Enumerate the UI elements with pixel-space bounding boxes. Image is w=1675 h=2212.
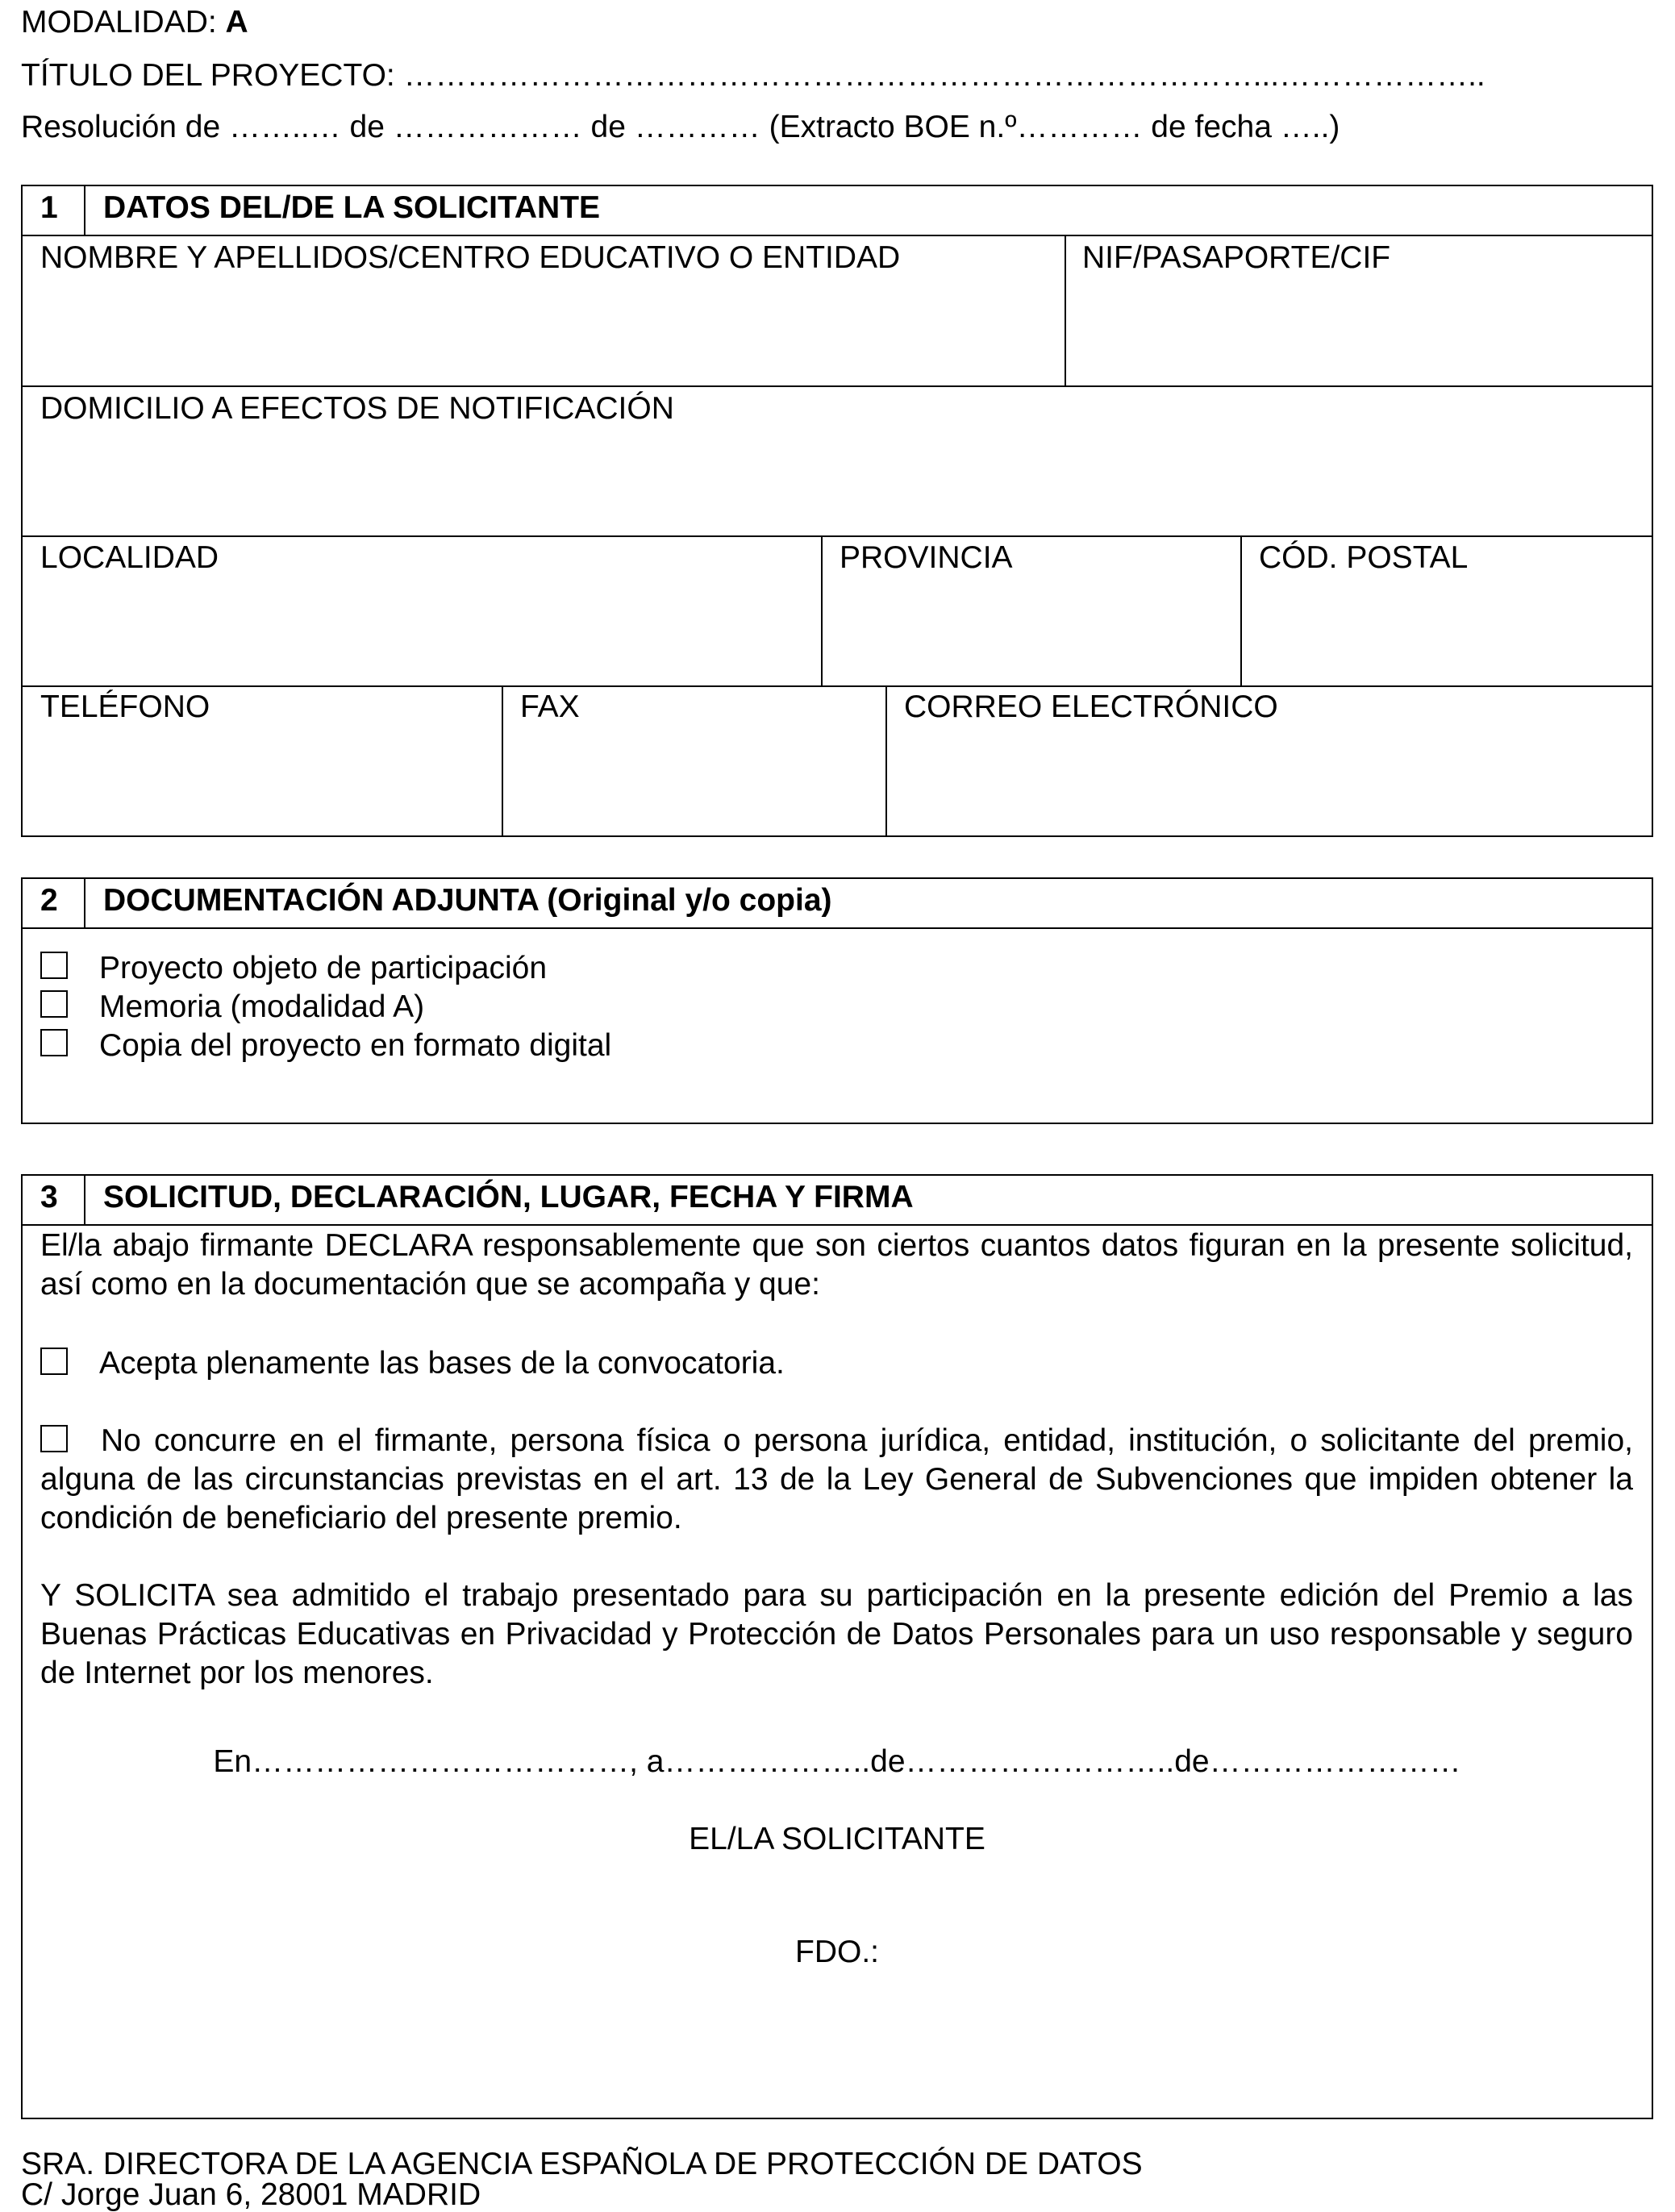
provincia-label: PROVINCIA xyxy=(840,540,1013,575)
section-3-header-divider xyxy=(21,1224,1653,1226)
modalidad-line xyxy=(21,3,248,42)
cod-postal-field[interactable] xyxy=(1244,576,1652,685)
modalidad-label: MODALIDAD: xyxy=(21,5,226,40)
checkbox-proyecto[interactable] xyxy=(40,952,68,979)
signature-area[interactable] xyxy=(726,1976,968,2105)
titulo-proyecto-line[interactable]: TÍTULO DEL PROYECTO: ………………………………………………………………………...……………….. xyxy=(21,58,1485,93)
doc-item-copia-digital: Copia del proyecto en formato digital xyxy=(99,1028,612,1063)
nif-field[interactable] xyxy=(1068,274,1652,385)
localidad-field[interactable] xyxy=(23,576,819,685)
correo-field[interactable] xyxy=(889,726,1652,835)
section-1-header-divider xyxy=(21,235,1653,236)
nif-divider xyxy=(1065,235,1066,386)
domicilio-label: DOMICILIO A EFECTOS DE NOTIFICACIÓN xyxy=(40,391,674,426)
fax-field[interactable] xyxy=(505,726,884,835)
footer-address: C/ Jorge Juan 6, 28001 MADRID xyxy=(21,2177,481,2212)
section-2-number-divider xyxy=(84,877,85,928)
telefono-label: TELÉFONO xyxy=(40,689,210,724)
section-1-number-divider xyxy=(84,185,85,235)
provincia-field[interactable] xyxy=(824,576,1239,685)
declaration-text: El/la abajo firmante DECLARA responsablemente que son ciertos cuantos datos figuran en la presente solicitud, así como en la documentación que se acompaña y que: xyxy=(40,1228,1633,1302)
section-1-number: 1 xyxy=(40,190,58,225)
footer-recipient: SRA. DIRECTORA DE LA AGENCIA ESPAÑOLA DE PROTECCIÓN DE DATOS xyxy=(21,2147,1143,2181)
fdo-label: FDO.: xyxy=(795,1935,879,1969)
checkbox-acepta-bases[interactable] xyxy=(40,1348,68,1375)
row-divider-1 xyxy=(21,385,1653,387)
section-3-number: 3 xyxy=(40,1180,58,1214)
doc-item-memoria: Memoria (modalidad A) xyxy=(99,989,425,1024)
telefono-field[interactable] xyxy=(23,726,500,835)
row-divider-3 xyxy=(21,685,1653,687)
doc-item-proyecto: Proyecto objeto de participación xyxy=(99,951,548,985)
localidad-label: LOCALIDAD xyxy=(40,540,219,575)
cod-postal-label: CÓD. POSTAL xyxy=(1259,540,1469,575)
place-date-line[interactable]: En………………………………, a………………..de……………………..de…………………… xyxy=(213,1744,1461,1779)
section-2-number: 2 xyxy=(40,883,58,918)
fax-divider xyxy=(502,685,503,836)
section-2-header-divider xyxy=(21,927,1653,929)
provincia-divider xyxy=(821,535,823,686)
correo-label: CORREO ELECTRÓNICO xyxy=(904,689,1278,724)
acepta-bases-text: Acepta plenamente las bases de la convocatoria. xyxy=(99,1346,785,1381)
domicilio-field[interactable] xyxy=(23,426,1652,535)
nombre-label: NOMBRE Y APELLIDOS/CENTRO EDUCATIVO O ENTIDAD xyxy=(40,240,901,275)
solicita-text: Y SOLICITA sea admitido el trabajo presentado para su participación en la presente edición del Premio a las Buenas Prácticas Educativas en Privacidad y Protección de Datos Personales para un uso responsable y seguro de Internet por los menores. xyxy=(40,1578,1633,1690)
cp-divider xyxy=(1240,535,1242,686)
section-1-title: DATOS DEL/DE LA SOLICITANTE xyxy=(103,190,601,225)
signer-label: EL/LA SOLICITANTE xyxy=(689,1822,985,1856)
resolucion-line[interactable]: Resolución de ……..… de ……………… de ………… (Extracto BOE n.º………… de fecha …..) xyxy=(21,110,1340,144)
nif-label: NIF/PASAPORTE/CIF xyxy=(1082,240,1391,275)
no-concurre-text: No concurre en el firmante, persona física o persona jurídica, entidad, institución, o solicitante del premio, alguna de las circunstancias previstas en el art. 13 de la Ley General de Subvenciones que impiden obtener la condición de beneficiario del presente premio. xyxy=(40,1423,1633,1535)
checkbox-copia-digital[interactable] xyxy=(40,1029,68,1056)
nombre-field[interactable] xyxy=(23,274,1063,385)
checkbox-memoria[interactable] xyxy=(40,990,68,1018)
section-3-title: SOLICITUD, DECLARACIÓN, LUGAR, FECHA Y FIRMA xyxy=(103,1180,914,1214)
fax-label: FAX xyxy=(520,689,580,724)
modalidad-value: A xyxy=(225,5,248,40)
section-2-title: DOCUMENTACIÓN ADJUNTA (Original y/o copia) xyxy=(103,883,832,918)
row-divider-2 xyxy=(21,535,1653,537)
correo-divider xyxy=(885,685,887,836)
section-3-number-divider xyxy=(84,1174,85,1225)
